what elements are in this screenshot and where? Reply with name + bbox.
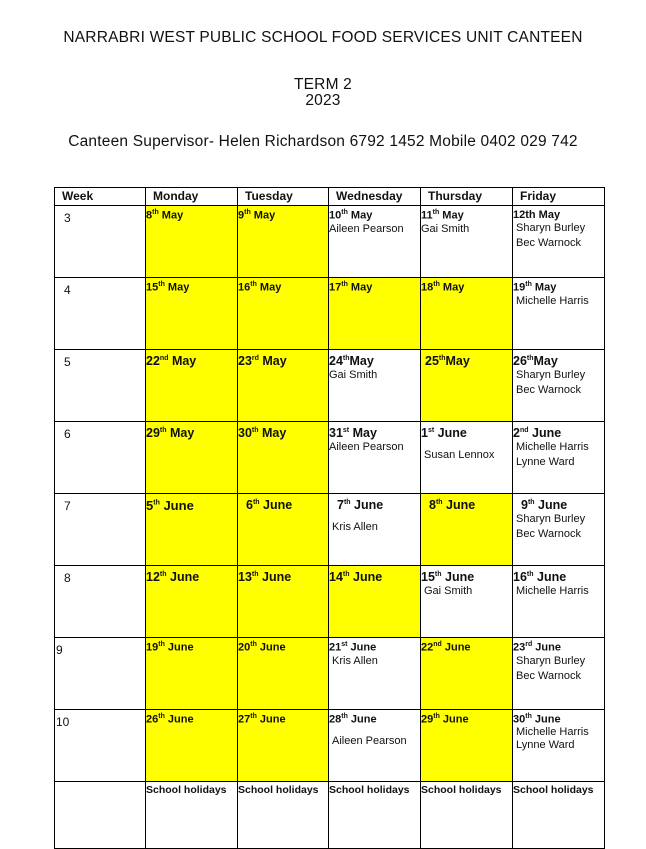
- wednesday-cell: [329, 350, 421, 422]
- thursday-cell: [421, 782, 513, 849]
- header-monday: Monday: [146, 188, 238, 206]
- wednesday-cell: [329, 710, 421, 782]
- date-label: 26th June: [146, 713, 194, 726]
- volunteer-name: Sharyn Burley: [516, 654, 586, 667]
- week-number: 6: [55, 422, 146, 494]
- date-label: 6th June: [246, 498, 293, 512]
- table-row: [55, 782, 605, 849]
- monday-cell: [146, 422, 238, 494]
- thursday-cell: [421, 422, 513, 494]
- table-row: [55, 350, 605, 422]
- week-number: 3: [55, 206, 146, 278]
- date-label: 29th June: [421, 713, 469, 726]
- wednesday-cell: [329, 278, 421, 350]
- tuesday-cell: [238, 638, 329, 710]
- friday-cell: [513, 566, 605, 638]
- school-holidays-label: School holidays: [146, 784, 227, 796]
- date-label: 30th June: [513, 713, 561, 726]
- monday-cell: [146, 350, 238, 422]
- date-label: 12th May: [513, 209, 561, 221]
- volunteer-name: Michelle Harris: [516, 294, 589, 307]
- date-label: 23rd May: [238, 354, 287, 368]
- wednesday-cell: [329, 782, 421, 849]
- date-label: 8th May: [146, 209, 184, 222]
- table-row: [55, 278, 605, 350]
- tuesday-cell: [238, 566, 329, 638]
- volunteer-name: Aileen Pearson: [332, 734, 407, 747]
- volunteer-name: Lynne Ward: [516, 738, 575, 751]
- tuesday-cell: [238, 710, 329, 782]
- volunteer-name: Aileen Pearson: [329, 222, 404, 235]
- friday-cell: [513, 422, 605, 494]
- table-row: [55, 422, 605, 494]
- date-label: 9th June: [521, 498, 568, 512]
- volunteer-name: Kris Allen: [332, 521, 378, 533]
- tuesday-cell: [238, 206, 329, 278]
- date-label: 5th June: [146, 498, 194, 513]
- friday-cell: [513, 278, 605, 350]
- date-label: 28th June: [329, 713, 377, 726]
- header-wednesday: Wednesday: [329, 188, 421, 206]
- volunteer-name: Sharyn Burley: [516, 513, 586, 525]
- date-label: 29th May: [146, 426, 195, 440]
- volunteer-name: Bec Warnock: [516, 528, 582, 540]
- week-number: 4: [55, 278, 146, 350]
- header-thursday: Thursday: [421, 188, 513, 206]
- week-number: 8: [55, 566, 146, 638]
- table-row: [55, 566, 605, 638]
- volunteer-name: Gai Smith: [424, 585, 473, 597]
- tuesday-cell: [238, 350, 329, 422]
- volunteer-name: Lynne Ward: [516, 456, 575, 468]
- thursday-cell: [421, 278, 513, 350]
- volunteer-name: Susan Lennox: [424, 449, 495, 461]
- date-label: 31st May: [329, 426, 377, 440]
- week-number: 7: [55, 494, 146, 566]
- week-number: [55, 782, 146, 849]
- date-label: 1st June: [421, 426, 467, 440]
- date-label: 2nd June: [513, 426, 562, 440]
- supervisor-contact: Canteen Supervisor- Helen Richardson 6792 1452 Mobile 0402 029 742: [68, 133, 578, 150]
- tuesday-cell: [238, 494, 329, 566]
- volunteer-name: Gai Smith: [421, 222, 470, 235]
- week-number: 10: [55, 710, 146, 782]
- term-label: TERM 2: [293, 76, 353, 93]
- wednesday-cell: [329, 206, 421, 278]
- date-label: 9th May: [238, 209, 276, 222]
- school-holidays-label: School holidays: [421, 784, 502, 796]
- friday-cell: [513, 710, 605, 782]
- date-label: 17th May: [329, 281, 373, 294]
- date-label: 19th May: [513, 281, 557, 294]
- friday-cell: [513, 206, 605, 278]
- thursday-cell: [421, 206, 513, 278]
- document-title: NARRABRI WEST PUBLIC SCHOOL FOOD SERVICES UNIT CANTEEN: [63, 29, 583, 46]
- friday-cell: [513, 638, 605, 710]
- volunteer-name: Aileen Pearson: [329, 441, 404, 453]
- date-label: 7th June: [337, 498, 384, 512]
- date-label: 13th June: [238, 570, 292, 584]
- volunteer-name: Sharyn Burley: [516, 222, 586, 234]
- date-label: 14th June: [329, 570, 383, 584]
- table-row: [55, 710, 605, 782]
- date-label: 21st June: [329, 641, 377, 654]
- thursday-cell: [421, 710, 513, 782]
- canteen-roster-table: [54, 187, 605, 849]
- tuesday-cell: [238, 278, 329, 350]
- volunteer-name: Michelle Harris: [516, 725, 589, 738]
- tuesday-cell: [238, 422, 329, 494]
- date-label: 15th May: [146, 281, 190, 294]
- table-row: [55, 638, 605, 710]
- thursday-cell: [421, 350, 513, 422]
- monday-cell: [146, 782, 238, 849]
- monday-cell: [146, 566, 238, 638]
- tuesday-cell: [238, 782, 329, 849]
- friday-cell: [513, 350, 605, 422]
- date-label: 8th June: [429, 498, 476, 512]
- volunteer-name: Kris Allen: [332, 654, 378, 667]
- monday-cell: [146, 710, 238, 782]
- friday-cell: [513, 782, 605, 849]
- date-label: 10th May: [329, 209, 373, 222]
- header-week: Week: [55, 188, 146, 206]
- volunteer-name: Bec Warnock: [516, 384, 582, 396]
- date-label: 15th June: [421, 570, 475, 584]
- table-header-row: [55, 188, 605, 206]
- header-tuesday: Tuesday: [238, 188, 329, 206]
- year-label: 2023: [305, 92, 341, 109]
- date-label: 22nd June: [421, 641, 471, 654]
- thursday-cell: [421, 494, 513, 566]
- thursday-cell: [421, 638, 513, 710]
- table-row: [55, 206, 605, 278]
- volunteer-name: Gai Smith: [329, 369, 378, 381]
- volunteer-name: Michelle Harris: [516, 441, 589, 453]
- wednesday-cell: [329, 422, 421, 494]
- school-holidays-label: School holidays: [513, 784, 594, 796]
- monday-cell: [146, 278, 238, 350]
- thursday-cell: [421, 566, 513, 638]
- date-label: 11th May: [421, 209, 464, 222]
- wednesday-cell: [329, 494, 421, 566]
- week-number: 9: [55, 638, 146, 710]
- volunteer-name: Sharyn Burley: [516, 369, 586, 381]
- monday-cell: [146, 206, 238, 278]
- header-friday: Friday: [513, 188, 605, 206]
- school-holidays-label: School holidays: [238, 784, 319, 796]
- date-label: 12th June: [146, 570, 200, 584]
- date-label: 23rd June: [513, 641, 561, 654]
- volunteer-name: Bec Warnock: [516, 237, 582, 249]
- date-label: 30th May: [238, 426, 287, 440]
- date-label: 19th June: [146, 641, 194, 654]
- date-label: 25thMay: [425, 354, 470, 368]
- date-label: 16th June: [513, 570, 567, 584]
- date-label: 27th June: [238, 713, 286, 726]
- wednesday-cell: [329, 566, 421, 638]
- monday-cell: [146, 494, 238, 566]
- friday-cell: [513, 494, 605, 566]
- date-label: 20th June: [238, 641, 286, 654]
- wednesday-cell: [329, 638, 421, 710]
- date-label: 18th May: [421, 281, 465, 294]
- date-label: 26thMay: [513, 354, 558, 368]
- table-row: [55, 494, 605, 566]
- volunteer-name: Michelle Harris: [516, 585, 589, 597]
- date-label: 16th May: [238, 281, 282, 294]
- monday-cell: [146, 638, 238, 710]
- date-label: 22nd May: [146, 354, 197, 368]
- week-number: 5: [55, 350, 146, 422]
- school-holidays-label: School holidays: [329, 784, 410, 796]
- volunteer-name: Bec Warnock: [516, 669, 582, 682]
- date-label: 24thMay: [329, 354, 374, 368]
